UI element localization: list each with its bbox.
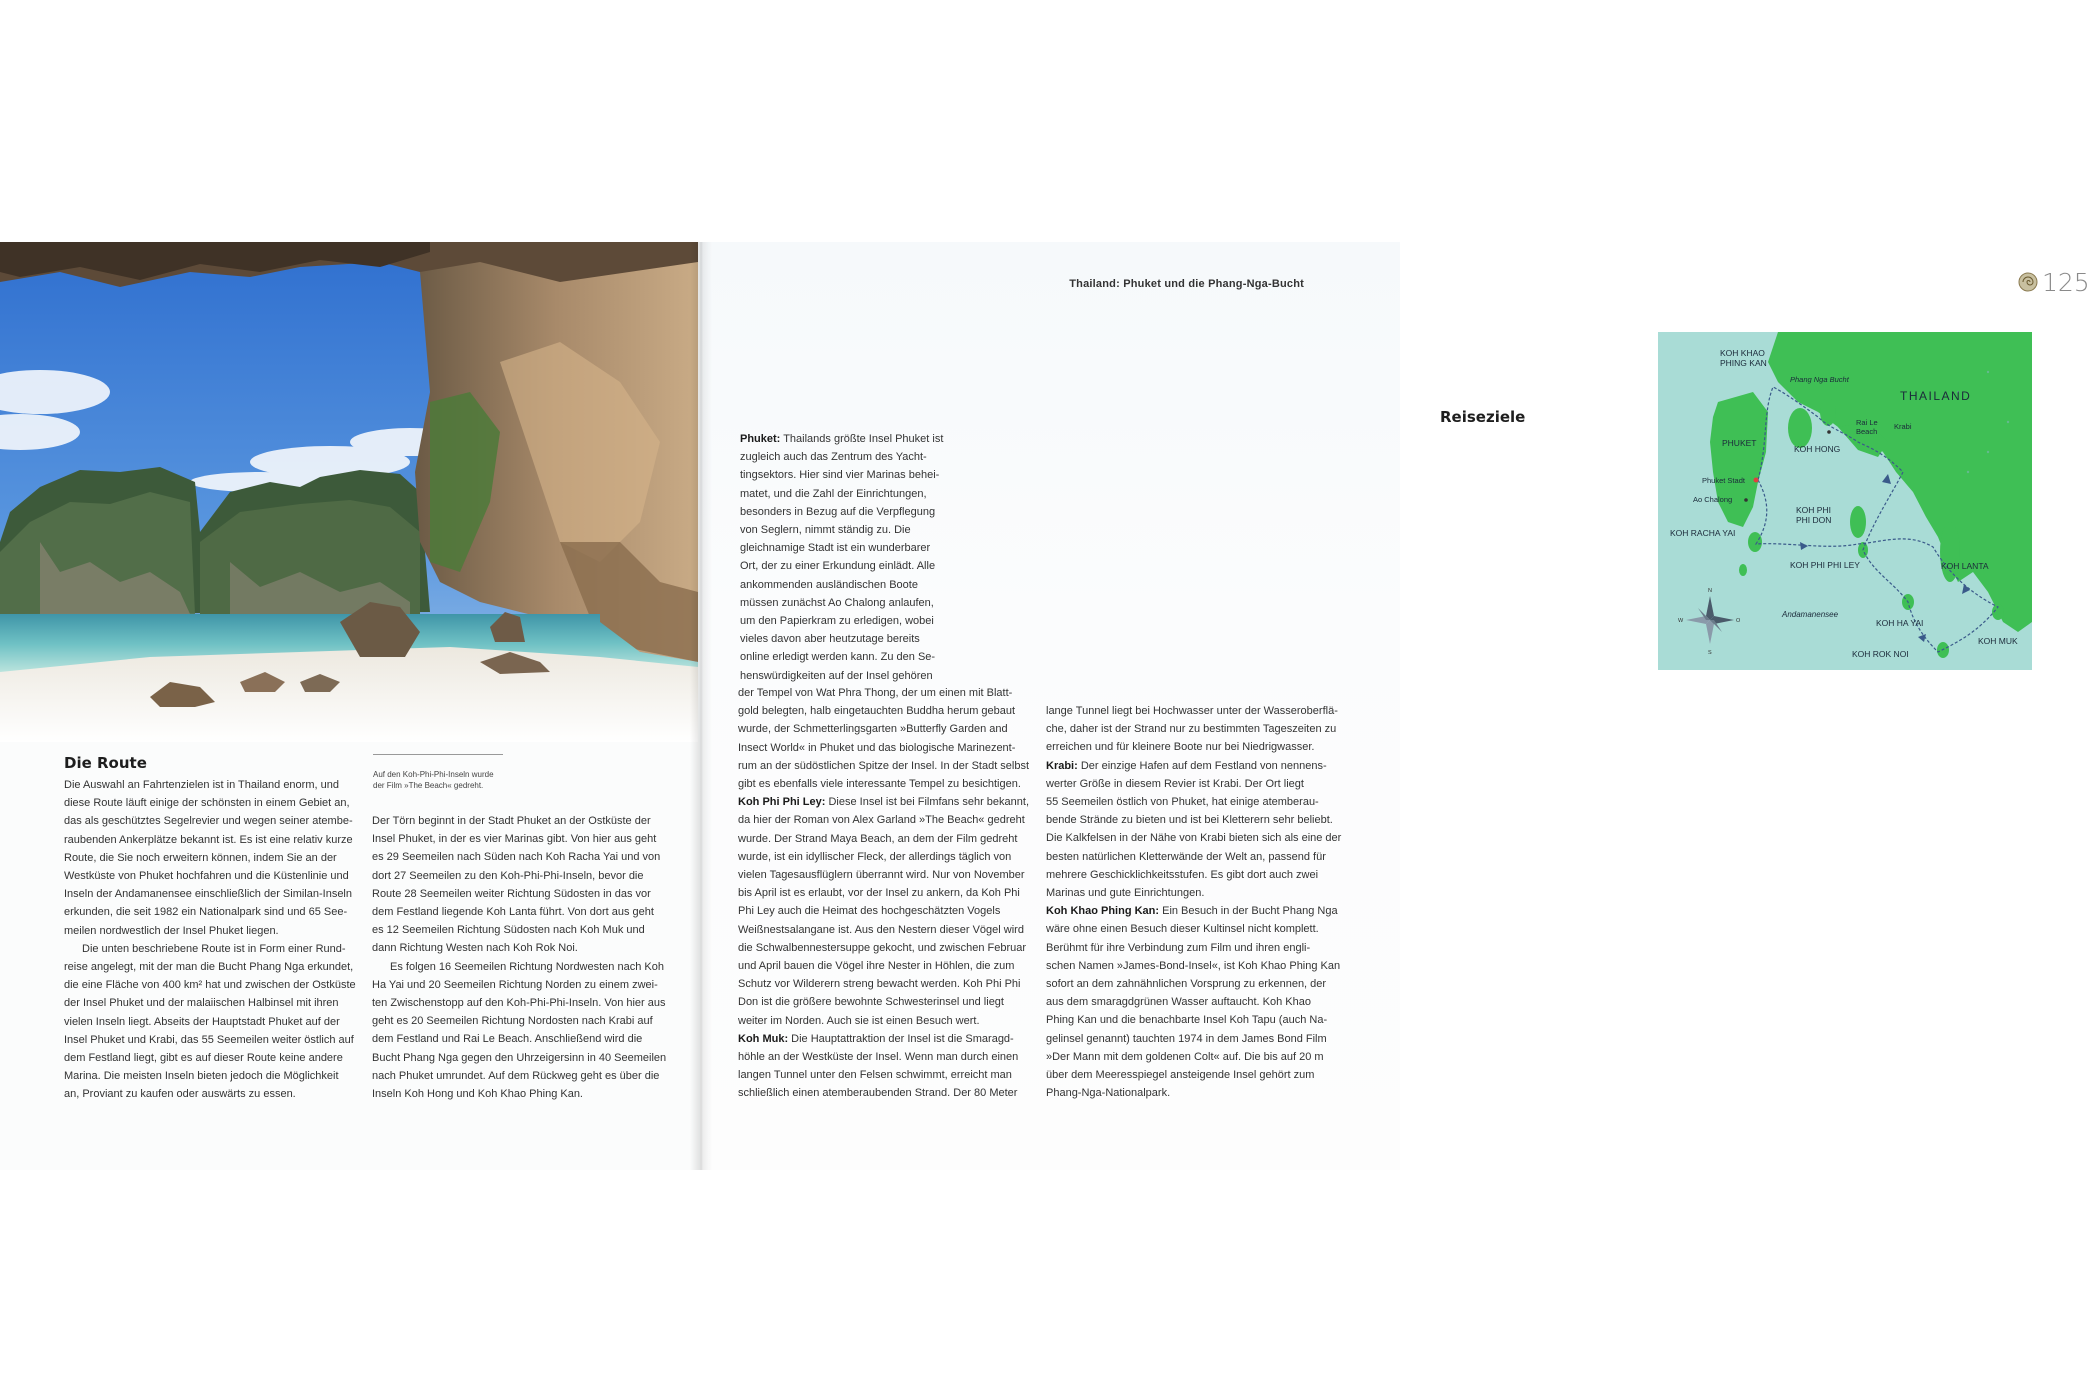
text-line	[1046, 811, 1346, 829]
text-line	[1046, 884, 1346, 902]
page-number: 125	[2042, 268, 2090, 297]
shell-icon	[2018, 272, 2038, 292]
entry-text: da hier der Roman von Alex Garland »The Beach« gedreht	[738, 814, 1025, 827]
label-andamanensee: Andamanensee	[1782, 610, 1839, 619]
caption-line: der Film »The Beach« gedreht.	[373, 781, 484, 790]
text-line: dort 27 Seemeilen zu den Koh-Phi-Phi-Inseln, bevor die	[372, 869, 644, 882]
text-line	[738, 866, 1033, 884]
text-line: der Insel Phuket und der malaiischen Halbinsel mit ihren	[64, 997, 339, 1010]
compass-s: S	[1708, 650, 1712, 656]
entry-text: werter Größe in diesem Revier ist Krabi. Der Ort liegt	[1046, 777, 1304, 790]
text-line	[738, 848, 1033, 866]
koh-racha-island	[1748, 532, 1762, 552]
entry-text: Die Kalkfelsen in der Nähe von Krabi bieten sich als eine der	[1046, 832, 1342, 845]
text-line	[1046, 720, 1346, 738]
entry-text: Schutz vor Wilderern streng bewacht werden. Koh Phi Phi	[738, 978, 1021, 991]
text-line	[738, 939, 1033, 957]
text-line	[1046, 793, 1346, 811]
entry-text: bis April ist es erlaubt, vor der Insel zu ankern, da Koh Phi	[738, 887, 1020, 900]
running-title: Thailand: Phuket und die Phang-Nga-Bucht	[1069, 278, 1304, 290]
text-line: meilen nordwestlich der Insel Phuket liegen.	[64, 924, 279, 937]
route-column-2	[372, 812, 672, 1103]
text-line	[1046, 1011, 1346, 1029]
text-line	[740, 448, 955, 466]
text-line	[740, 557, 955, 575]
text-line	[1046, 702, 1346, 720]
compass-n: N	[1708, 588, 1712, 594]
entry-text: Don ist die größere bewohnte Schwesterinsel und liegt	[738, 996, 1004, 1009]
entry-text: Phang-Nga-Nationalpark.	[1046, 1087, 1171, 1100]
text-line	[738, 720, 1033, 738]
text-line	[738, 739, 1033, 757]
text-line	[738, 775, 1033, 793]
text-line: Insel Phuket und Krabi, das 55 Seemeilen weiter östlich auf	[64, 1033, 354, 1046]
text-line: an, Proviant zu kaufen oder auswärts zu essen.	[64, 1088, 296, 1101]
entry-text: Ort, der zu einer Erkundung einlädt. Alle	[740, 560, 936, 573]
text-line	[740, 630, 955, 648]
text-line	[738, 830, 1033, 848]
text-line: raubenden Ankerplätze bekannt ist. Es ist eine relativ kurze	[64, 833, 353, 846]
text-line	[738, 957, 1033, 975]
entry-text: gold belegten, halb eingetauchten Buddha herum gebaut	[738, 705, 1016, 718]
entry-text: schließlich einen atemberaubenden Strand. Der 80 Meter	[738, 1087, 1018, 1100]
entry-text: der Tempel von Wat Phra Thong, der um einen mit Blatt-	[738, 687, 1013, 699]
text-line	[1046, 939, 1346, 957]
text-line	[738, 1084, 1033, 1102]
entry-text: weiter im Norden. Auch sie ist einen Besuch wert.	[738, 1014, 980, 1027]
route-heading: Die Route	[64, 754, 147, 772]
entry-text: wurde. Der Strand Maya Beach, an dem der Film gedreht	[738, 832, 1018, 845]
label-phuket-stadt: Phuket Stadt	[1702, 476, 1745, 485]
entry-text: wäre ohne einen Besuch dieser Kultinsel nicht komplett.	[1046, 923, 1319, 936]
entry-text: besonders in Bezug auf die Verpflegung	[740, 505, 936, 518]
text-line	[740, 648, 955, 666]
text-line	[738, 1030, 1033, 1048]
text-line	[1046, 975, 1346, 993]
entry-text: Weißnestsalangane ist. Aus den Nestern dieser Vögel wird	[738, 923, 1024, 936]
entry-text: Berühmt für ihre Verbindung zum Film und ihren engli-	[1046, 941, 1311, 954]
koh-phi-phi-island	[1850, 506, 1866, 538]
entry-text: Phi Ley auch die Heimat des hochgeschätzten Vogels	[738, 905, 1001, 918]
route-column-1	[64, 776, 364, 1104]
entry-text: Phing Kan und die benachbarte Insel Koh Tapu (auch Na-	[1046, 1014, 1328, 1027]
text-line	[1046, 829, 1346, 847]
reiseziele-heading: Reiseziele	[1440, 408, 1526, 426]
label-koh-muk: KOH MUK	[1978, 636, 2018, 646]
label-ao-chalong: Ao Chalong	[1693, 495, 1733, 504]
entry-text: gelinsel genannt) tauchten 1974 in dem James Bond Film	[1046, 1032, 1327, 1045]
entry-text: wurde, ist ein idyllischer Fleck, der allerdings täglich von	[738, 850, 1012, 863]
reiseziele-column-2	[1046, 702, 1346, 1102]
left-page	[0, 242, 700, 1170]
text-line: Bucht Phang Nga gegen den Uhrzeigersinn in 40 Seemeilen	[372, 1051, 667, 1064]
text-line	[738, 702, 1033, 720]
text-line	[1046, 920, 1346, 938]
text-line	[1046, 738, 1346, 756]
text-line	[1046, 993, 1346, 1011]
text-line	[1046, 866, 1346, 884]
entry-text: über dem Meeresspiegel ansteigende Insel gehört zum	[1046, 1069, 1315, 1082]
text-line	[738, 1048, 1033, 1066]
text-line	[738, 902, 1033, 920]
entry-text: matet, und die Zahl der Einrichtungen,	[740, 487, 927, 500]
text-line: erkunden, die seit 1982 ein Nationalpark sind und 65 See-	[64, 906, 348, 919]
entry-text: Ein Besuch in der Bucht Phang Nga	[1159, 905, 1338, 918]
entry-text: um den Papierkram zu erledigen, wobei	[740, 615, 934, 628]
text-line: dem Festland und Rai Le Beach. Anschließend wird die	[372, 1033, 643, 1046]
label-koh-ha-yai: KOH HA YAI	[1876, 618, 1924, 628]
text-line: dem Festland liegt, gibt es auf dieser Route keine andere	[64, 1052, 343, 1065]
entry-text: online erledigt werden kann. Zu den Se-	[740, 651, 936, 664]
entry-term: Koh Phi Phi Ley:	[738, 796, 826, 809]
text-line: Der Törn beginnt in der Stadt Phuket an der Ostküste der	[372, 815, 651, 827]
entry-text: tingsektors. Hier sind vier Marinas behei-	[740, 469, 940, 482]
entry-text: höhle an der Westküste der Insel. Wenn man durch einen	[738, 1051, 1019, 1064]
text-line: Insel Phuket, in der es vier Marinas gibt. Von hier aus geht	[372, 833, 657, 846]
text-line	[1046, 848, 1346, 866]
entry-text: zugleich auch das Zentrum des Yacht-	[740, 451, 927, 464]
text-line: vielen Inseln liegt. Abseits der Hauptstadt Phuket auf der	[64, 1015, 340, 1028]
text-line	[740, 612, 955, 630]
route-map	[1658, 332, 2032, 670]
beach-photo	[0, 242, 698, 742]
reiseziele-column-1	[738, 684, 1033, 1103]
entry-text: »Der Mann mit dem goldenen Colt« auf. Die bis auf 20 m	[1046, 1050, 1324, 1063]
label-phuket: PHUKET	[1722, 438, 1757, 448]
text-line	[738, 757, 1033, 775]
entry-text: Die Hauptattraktion der Insel ist die Smaragd-	[788, 1032, 1014, 1045]
label-koh-phi-phi-ley: KOH PHI PHI LEY	[1790, 560, 1860, 570]
phuket-stadt-marker	[1754, 478, 1759, 483]
text-line	[740, 539, 955, 557]
text-line	[738, 993, 1033, 1011]
entry-text: Thailands größte Insel Phuket ist	[780, 433, 944, 445]
text-line	[740, 521, 955, 539]
text-line: Die Auswahl an Fahrtenzielen ist in Thailand enorm, und	[64, 779, 339, 791]
entry-text: che, daher ist der Strand nur zu bestimmten Tageszeiten zu	[1046, 723, 1337, 736]
text-line	[1046, 757, 1346, 775]
text-line	[1046, 957, 1346, 975]
label-rai-le-2: Beach	[1856, 427, 1878, 436]
reiseziele-column-top	[740, 430, 955, 685]
text-line: Inseln der Andamanensee einschließlich der Similan-Inseln	[64, 888, 352, 901]
label-phang-nga-bucht: Phang Nga Bucht	[1790, 375, 1849, 384]
label-koh-hong: KOH HONG	[1794, 444, 1841, 454]
text-line	[738, 921, 1033, 939]
entry-text: Diese Insel ist bei Filmfans sehr bekannt,	[825, 796, 1029, 809]
label-koh-racha-yai: KOH RACHA YAI	[1670, 528, 1736, 538]
entry-text: aus dem smaragdgrünen Wasser auftaucht. Koh Khao	[1046, 996, 1311, 1009]
entry-text: müssen zunächst Ao Chalong anlaufen,	[740, 596, 934, 609]
text-line	[1046, 1084, 1346, 1102]
text-line: Route, die Sie noch erweitern können, indem Sie an der	[64, 851, 337, 864]
label-rai-le-1: Rai Le	[1856, 418, 1878, 427]
entry-text: henswürdigkeiten auf der Insel gehören	[740, 669, 933, 682]
text-line: Westküste von Phuket hochfahren und die Küstenlinie und	[64, 870, 349, 883]
label-koh-lanta: KOH LANTA	[1941, 561, 1989, 571]
text-line	[738, 975, 1033, 993]
entry-text: Der einzige Hafen auf dem Festland von nennens-	[1077, 759, 1327, 772]
entry-text: 55 Seemeilen östlich von Phuket, hat einige atemberau-	[1046, 796, 1319, 809]
text-line: Marina. Die meisten Inseln bieten jedoch die Möglichkeit	[64, 1070, 339, 1083]
text-line	[738, 1066, 1033, 1084]
text-line: ten Zwischenstopp auf den Koh-Phi-Phi-Inseln. Von hier aus	[372, 997, 666, 1010]
entry-text: Insect World« in Phuket und das biologische Marinezent-	[738, 741, 1016, 754]
label-koh-khao-phing-kan-2: PHING KAN	[1720, 358, 1767, 368]
text-line: diese Route läuft einige der schönsten in einem Gebiet an,	[64, 797, 350, 810]
entry-text: schen Namen »James-Bond-Insel«, ist Koh Khao Phing Kan	[1046, 959, 1341, 972]
text-line: dann Richtung Westen nach Koh Rok Noi.	[372, 942, 578, 955]
entry-text: Marinas und gute Einrichtungen.	[1046, 887, 1205, 900]
entry-text: und April bauen die Vögel ihre Nester in Höhlen, die zum	[738, 960, 1015, 973]
text-line	[1046, 1030, 1346, 1048]
text-line: es 29 Seemeilen nach Süden nach Koh Racha Yai und von	[372, 851, 661, 864]
compass-w: W	[1678, 618, 1684, 624]
text-line	[738, 811, 1033, 829]
text-line: nach Phuket umrundet. Auf dem Rückweg geht es über die	[372, 1069, 660, 1082]
text-line	[738, 884, 1033, 902]
entry-text: wurde, der Schmetterlingsgarten »Butterfly Garden and	[738, 723, 1008, 736]
text-line	[1046, 902, 1346, 920]
compass-o: O	[1736, 618, 1741, 624]
text-line	[740, 466, 955, 484]
entry-text: die Schwalbennestersuppe gekocht, und zwischen Februar	[738, 941, 1027, 954]
text-line: Inseln Koh Hong und Koh Khao Phing Kan.	[372, 1088, 583, 1101]
entry-text: langen Tunnel unter den Felsen schwimmt, erreicht man	[738, 1069, 1012, 1082]
entry-text: vieles davon aber heutzutage bereits	[740, 633, 920, 646]
label-koh-rok-noi: KOH ROK NOI	[1852, 649, 1909, 659]
text-line: reise angelegt, mit der man die Bucht Phang Nga erkundet,	[64, 961, 354, 974]
label-koh-khao-phing-kan-1: KOH KHAO	[1720, 348, 1765, 358]
label-krabi: Krabi	[1894, 422, 1912, 431]
entry-term: Phuket:	[740, 433, 781, 445]
book-gutter	[690, 242, 712, 1170]
entry-text: bende Strände zu bieten und ist bei Kletterern sehr beliebt.	[1046, 814, 1333, 827]
text-line	[740, 485, 955, 503]
text-line	[740, 503, 955, 521]
label-koh-phi-phi-don-2: PHI DON	[1796, 515, 1832, 525]
koh-lanta-island	[1940, 522, 1960, 582]
entry-text: mehrere Geschicklichkeitsstufen. Es gibt dort auch zwei	[1046, 868, 1319, 881]
label-thailand: THAILAND	[1900, 389, 1972, 403]
photo-caption	[373, 754, 503, 791]
entry-text: sofort an dem zahnähnlichen Vorsprung zu erkennen, der	[1046, 978, 1327, 991]
text-line: es 12 Seemeilen Richtung Südosten nach Koh Muk und	[372, 924, 645, 937]
koh-hong-island	[1788, 408, 1812, 448]
rai-le-marker	[1827, 430, 1831, 434]
entry-term: Koh Khao Phing Kan:	[1046, 905, 1160, 918]
entry-text: gleichnamige Stadt ist ein wunderbarer	[740, 542, 931, 555]
entry-text: rum an der südöstlichen Spitze der Insel. In der Stadt selbst	[738, 759, 1030, 772]
entry-text: von Seglern, nimmt ständig zu. Die	[740, 524, 911, 537]
text-line	[1046, 1066, 1346, 1084]
text-line: die eine Fläche von 400 km² hat und zwischen der Ostküste	[64, 979, 356, 992]
label-koh-phi-phi-don-1: KOH PHI	[1796, 505, 1831, 515]
ao-chalong-marker	[1744, 498, 1748, 502]
text-line: Ha Yai und 20 Seemeilen Richtung Norden zu einem zwei-	[372, 978, 658, 991]
right-page	[700, 242, 2090, 1170]
text-line: geht es 20 Seemeilen Richtung Nordosten nach Krabi auf	[372, 1015, 653, 1028]
text-line: Route 28 Seemeilen weiter Richtung Südosten in das vor	[372, 887, 651, 900]
entry-text: gibt es ebenfalls viele interessante Tempel zu besichtigen.	[738, 778, 1021, 791]
entry-text: vielen Tagesausflüglern überrannt wird. Nur von November	[738, 869, 1025, 882]
text-line: Es folgen 16 Seemeilen Richtung Nordwesten nach Koh	[390, 960, 664, 973]
entry-text: erreichen und für kleinere Boote nur bei Niedrigwasser.	[1046, 741, 1315, 754]
entry-text: ankommenden ausländischen Boote	[740, 578, 918, 591]
text-line	[740, 667, 955, 685]
caption-line: Auf den Koh-Phi-Phi-Inseln wurde	[373, 770, 494, 779]
text-line: Die unten beschriebene Route ist in Form einer Rund-	[82, 942, 346, 955]
text-line	[740, 430, 955, 448]
entry-term: Koh Muk:	[738, 1032, 789, 1045]
entry-text: besten natürlichen Kletterwände der Welt an, passend für	[1046, 850, 1326, 863]
text-line	[740, 576, 955, 594]
book-spread	[0, 242, 2090, 1170]
text-line	[738, 684, 1033, 702]
text-line	[1046, 1048, 1346, 1066]
entry-text: lange Tunnel liegt bei Hochwasser unter der Wasseroberflä-	[1046, 705, 1338, 717]
text-line	[740, 594, 955, 612]
text-line	[738, 793, 1033, 811]
entry-term: Krabi:	[1046, 759, 1078, 772]
text-line: das als geschütztes Segelrevier und wegen seiner atembe-	[64, 815, 353, 828]
text-line: dem Festland liegende Koh Lanta führt. Von dort aus geht	[372, 906, 654, 919]
text-line	[738, 1012, 1033, 1030]
text-line	[1046, 775, 1346, 793]
